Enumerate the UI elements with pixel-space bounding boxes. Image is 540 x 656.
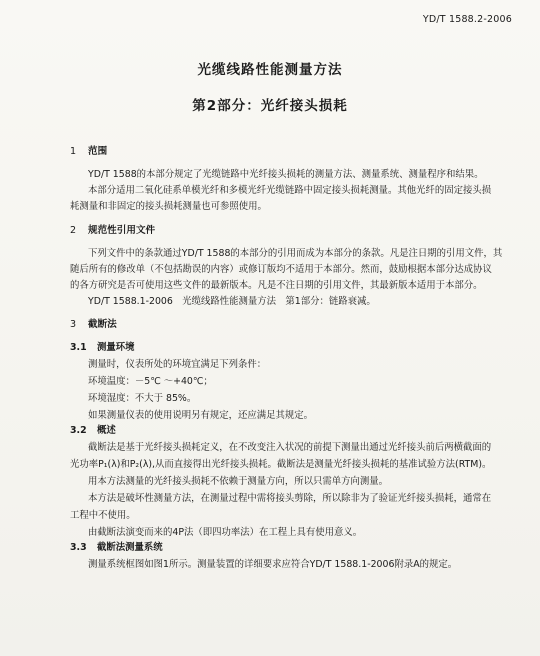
paragraph-line: 截断法是基于光纤接头损耗定义，在不改变注入状况的前提下测量出通过光纤接头前后两横截面的 xyxy=(88,442,492,453)
section-heading-3 xyxy=(70,316,117,330)
paragraph-line: 工程中不使用。 xyxy=(70,510,136,521)
section-number: 1 xyxy=(70,146,77,157)
subsection-number: 3.3 xyxy=(70,542,87,553)
document-title: 光缆线路性能测量方法 xyxy=(197,62,343,78)
section-heading-1 xyxy=(70,143,107,157)
subsection-title: 截断法测量系统 xyxy=(97,542,163,553)
paragraph-line: 如果测量仪表的使用说明另有规定，还应满足其规定。 xyxy=(88,410,314,421)
paragraph-line: 测量系统框图如图1所示。测量装置的详细要求应符合YD/T 1588.1-2006附录A的规定。 xyxy=(88,559,458,570)
section-title: 截断法 xyxy=(88,319,117,330)
paragraph-line: 环境温度：－5℃ ～+40℃； xyxy=(88,376,213,387)
section-title: 范围 xyxy=(88,146,108,157)
subsection-number: 3.2 xyxy=(70,425,87,436)
subsection-title: 概述 xyxy=(97,425,116,436)
paragraph-line: 随后所有的修改单（不包括勘误的内容）或修订版均不适用于本部分。然而，鼓励根据本部分达成协议 xyxy=(70,264,492,275)
paragraph-line: 下列文件中的条款通过YD/T 1588的本部分的引用而成为本部分的条款。凡是注日期的引用文件，其 xyxy=(88,248,503,259)
standard-number: YD/T 1588.2-2006 xyxy=(422,14,512,25)
paragraph-line: 由截断法演变而来的4P法（即四功率法）在工程上具有使用意义。 xyxy=(88,527,363,538)
section-number: 2 xyxy=(70,225,77,236)
section-number: 3 xyxy=(70,319,77,330)
paragraph-line: 耗测量和非固定的接头损耗测量也可参照使用。 xyxy=(70,201,267,212)
subsection-title: 测量环境 xyxy=(97,342,135,353)
subsection-heading-3-3 xyxy=(70,539,163,553)
paragraph-line: 本部分适用二氧化硅系单模光纤和多模光纤光缆链路中固定接头损耗测量。其他光纤的固定接头损 xyxy=(88,185,492,196)
paragraph-line: 测量时，仪表所处的环境宜满足下列条件： xyxy=(88,359,267,370)
paragraph-line: 环境湿度：不大于 85%。 xyxy=(88,393,197,404)
paragraph-line: 的各方研究是否可使用这些文件的最新版本。凡是不注日期的引用文件，其最新版本适用于本部分。 xyxy=(70,280,483,291)
section-heading-2 xyxy=(70,222,155,236)
subsection-heading-3-1 xyxy=(70,339,135,353)
document-part-title: 第2部分：光纤接头损耗 xyxy=(192,98,348,114)
paragraph-line: 本方法是破坏性测量方法，在测量过程中需将接头剪除，所以除非为了验证光纤接头损耗，通常在 xyxy=(88,493,492,504)
section-title: 规范性引用文件 xyxy=(88,225,156,236)
paragraph-line: YD/T 1588的本部分规定了光缆链路中光纤接头损耗的测量方法、测量系统、测量程序和结果。 xyxy=(88,169,484,180)
reference-entry: YD/T 1588.1-2006 光缆线路性能测量方法 第1部分：链路衰减。 xyxy=(88,296,376,307)
paragraph-line: 用本方法测量的光纤接头损耗不依赖于测量方向，所以只需单方向测量。 xyxy=(88,476,389,487)
subsection-number: 3.1 xyxy=(70,342,87,353)
subsection-heading-3-2 xyxy=(70,422,116,436)
paragraph-line: 光功率P₁(λ)和P₂(λ),从而直接得出光纤接头损耗。截断法是测量光纤接头损耗的基准试验方法(RTM)。 xyxy=(70,459,492,470)
